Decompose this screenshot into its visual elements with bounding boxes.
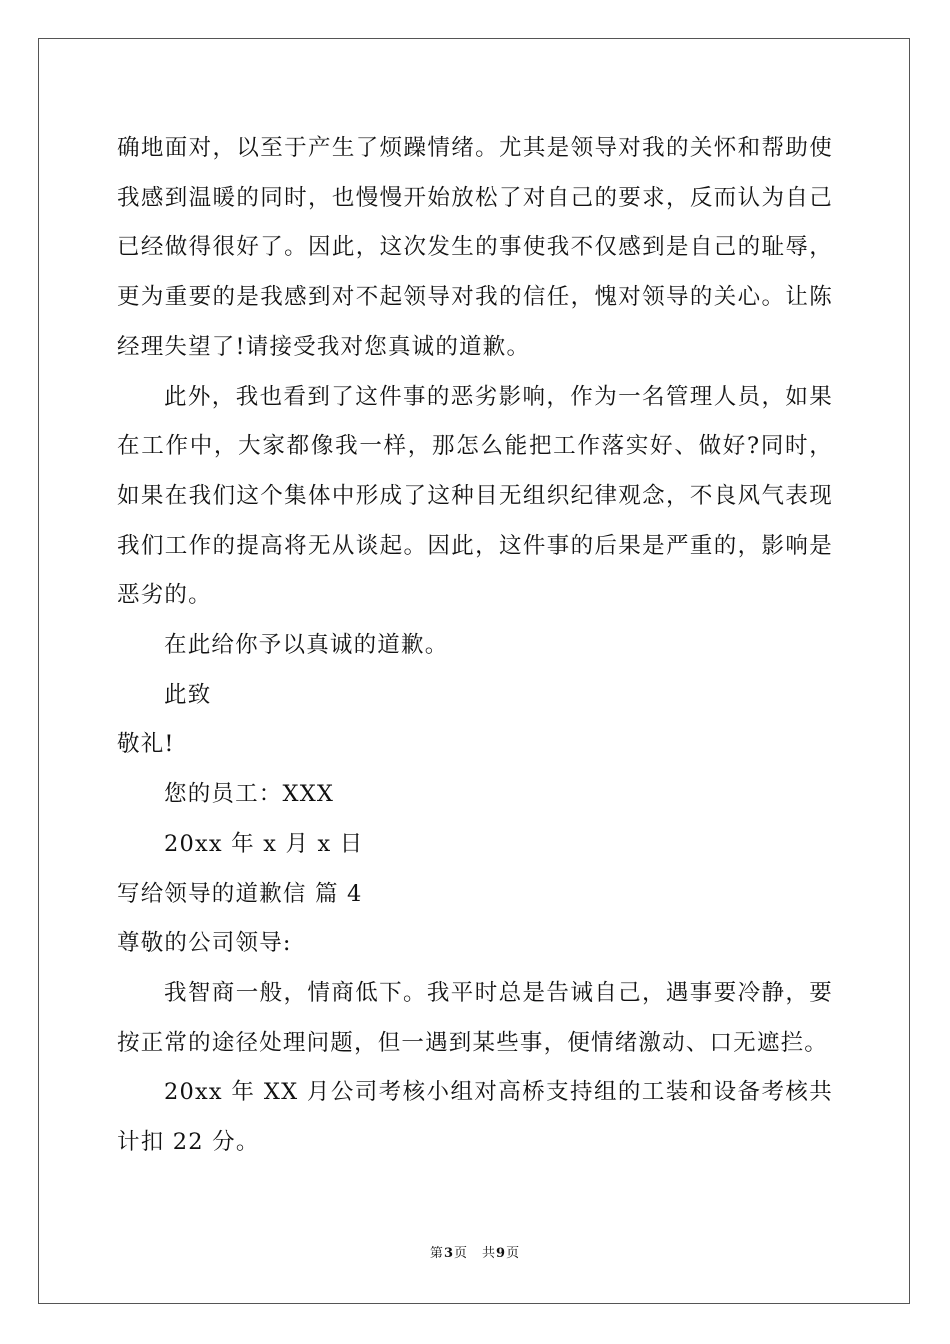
page-prefix: 第 (429, 1246, 444, 1261)
closing-regards: 敬礼! (117, 731, 175, 758)
greeting: 尊敬的公司领导: (117, 930, 292, 957)
signature: 您的员工：XXX (164, 781, 335, 808)
page-suffix: 页 (453, 1246, 468, 1261)
closing-salutation: 此致 (164, 681, 212, 708)
document-body (117, 124, 833, 1168)
paragraph-1: 确地面对，以至于产生了烦躁情绪。尤其是领导对我的关怀和帮助使我感到温暖的同时，也慢慢开始放松了对自己的要求，反而认为自己已经做得很好了。因此，这次发生的事使我不仅感到是自己的耻辱，更为重要的是我感到对不起领导对我的信任，愧对领导的关心。让陈经理失望了!请接受我对您真诚的道歉。 (117, 135, 833, 360)
paragraph-3: 在此给你予以真诚的道歉。 (164, 632, 449, 659)
page-footer (0, 1246, 950, 1262)
total-prefix: 共 (482, 1246, 497, 1261)
total-suffix: 页 (506, 1246, 521, 1261)
paragraph-2: 此外，我也看到了这件事的恶劣影响，作为一名管理人员，如果在工作中，大家都像我一样，那怎么能把工作落实好、做好?同时，如果在我们这个集体中形成了这种目无组织纪律观念，不良风气表现我们工作的提高将无从谈起。因此，这件事的后果是严重的，影响是恶劣的。 (117, 383, 833, 609)
page-total: 9 (496, 1246, 507, 1261)
page-current: 3 (443, 1246, 454, 1261)
section-title: 写给领导的道歉信 篇 4 (117, 880, 363, 907)
paragraph-5: 20xx 年 XX 月公司考核小组对高桥支持组的工装和设备考核共计扣 22 分。 (117, 1079, 833, 1156)
date-line: 20xx 年 x 月 x 日 (164, 830, 364, 857)
paragraph-4: 我智商一般，情商低下。我平时总是告诫自己，遇事要冷静，要按正常的途径处理问题，但一遇到某些事，便情绪激动、口无遮拦。 (117, 979, 833, 1056)
